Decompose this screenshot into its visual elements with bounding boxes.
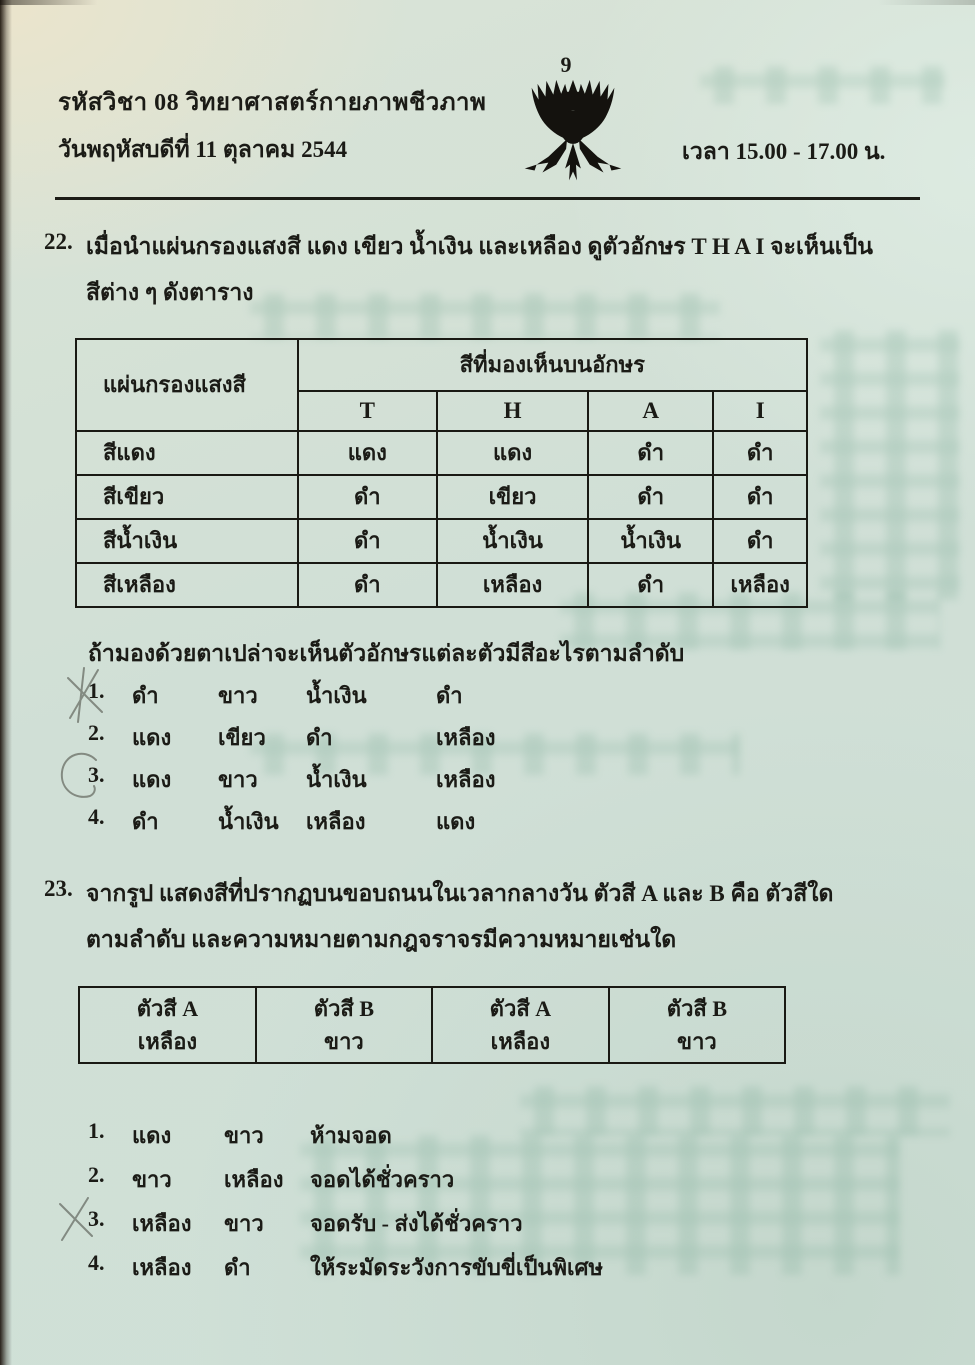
choice-number: 1. [88, 1118, 105, 1143]
cell-color: เหลือง [137, 1029, 198, 1054]
choice-number: 1. [88, 678, 105, 703]
choice-23-1 [88, 1118, 392, 1153]
cell-label: ตัวสี A [489, 996, 552, 1021]
letter-header-i: I [713, 391, 807, 431]
choice-23-3 [88, 1206, 523, 1241]
choice-color: แดง [436, 809, 476, 834]
seen-color: ดำ [298, 519, 437, 563]
choice-color: เหลือง [436, 767, 496, 792]
letter-header-t: T [298, 391, 437, 431]
choice-color: น้ำเงิน [306, 683, 367, 708]
choice-color: แดง [132, 725, 172, 750]
question-22-line1: เมื่อนำแผ่นกรองแสงสี แดง เขียว น้ำเงิน และเหลือง ดูตัวอักษร T H A I จะเห็นเป็น [86, 234, 873, 259]
seen-color: แดง [298, 431, 437, 475]
choice-color-b: ดำ [224, 1255, 251, 1280]
choice-color: เหลือง [436, 725, 496, 750]
cell-label: ตัวสี B [666, 996, 728, 1021]
table-cell-a1 [79, 987, 256, 1063]
question-23-line2: ตามลำดับ และความหมายตามกฎจราจรมีความหมายเช่นใด [86, 927, 677, 952]
choice-number: 4. [88, 1250, 105, 1275]
choice-color-a: ขาว [132, 1167, 172, 1192]
choice-color: ดำ [306, 725, 333, 750]
seen-color: ดำ [713, 431, 807, 475]
question-22-stem: ถ้ามองด้วยตาเปล่าจะเห็นตัวอักษรแต่ละตัวมีสีอะไรตามลำดับ [88, 641, 685, 666]
road-edge-color-table [78, 986, 786, 1064]
letter-header-a: A [588, 391, 713, 431]
choice-number: 2. [88, 1162, 105, 1187]
choice-color: น้ำเงิน [218, 809, 279, 834]
cell-color: ขาว [324, 1029, 364, 1054]
table-row [76, 475, 807, 519]
choice-22-2 [88, 720, 495, 755]
choice-number: 3. [88, 762, 105, 787]
table-row [76, 431, 807, 475]
garuda-emblem-icon [498, 74, 648, 204]
seen-color: เขียว [437, 475, 588, 519]
pencil-circle-mark [56, 748, 104, 802]
filter-name: สีเหลือง [76, 563, 298, 607]
filter-name: สีน้ำเงิน [76, 519, 298, 563]
filter-color-table [75, 338, 808, 608]
choice-color: ขาว [218, 767, 258, 792]
table-cell-b1 [256, 987, 432, 1063]
seen-color: ดำ [588, 563, 713, 607]
choice-color: เหลือง [306, 809, 366, 834]
table-row [76, 339, 807, 391]
table-row [79, 987, 785, 1063]
choice-color-b: เหลือง [224, 1167, 284, 1192]
ink-bleed-smudge [700, 66, 945, 104]
choice-color: ดำ [132, 683, 159, 708]
scan-edge-shadow-top [0, 0, 975, 5]
ink-bleed-smudge [820, 330, 960, 600]
question-23-line1: จากรูป แสดงสีที่ปรากฏบนขอบถนนในเวลากลางวัน ตัวสี A และ B คือ ตัวสีใด [86, 881, 834, 906]
choice-number: 4. [88, 804, 105, 829]
question-22-number: 22. [44, 229, 73, 254]
choice-meaning: จอดรับ - ส่งได้ชั่วคราว [310, 1211, 523, 1236]
filter-name: สีเขียว [76, 475, 298, 519]
seen-color: ดำ [298, 563, 437, 607]
table-cell-b2 [609, 987, 785, 1063]
choice-number: 2. [88, 720, 105, 745]
choice-color: น้ำเงิน [306, 767, 367, 792]
choice-color: แดง [132, 767, 172, 792]
header-divider [55, 197, 920, 200]
seen-color: ดำ [298, 475, 437, 519]
ink-bleed-smudge [250, 293, 720, 339]
table-row [76, 519, 807, 563]
choice-color: เขียว [218, 725, 266, 750]
seen-color: น้ำเงิน [588, 519, 713, 563]
pencil-x-mark [52, 1192, 98, 1244]
choice-color: ขาว [218, 683, 258, 708]
choice-meaning: ห้ามจอด [310, 1123, 392, 1148]
choice-color-b: ขาว [224, 1123, 264, 1148]
cell-color: เหลือง [490, 1029, 551, 1054]
choice-meaning: ให้ระมัดระวังการขับขี่เป็นพิเศษ [310, 1255, 603, 1280]
cell-label: ตัวสี A [136, 996, 199, 1021]
course-title: รหัสวิชา 08 วิทยาศาสตร์กายภาพชีวภาพ [58, 90, 487, 116]
cell-label: ตัวสี B [313, 996, 375, 1021]
choice-color-a: เหลือง [132, 1255, 192, 1280]
choice-color-a: แดง [132, 1123, 172, 1148]
choice-color-b: ขาว [224, 1211, 264, 1236]
table-cell-a2 [432, 987, 609, 1063]
seen-color: เหลือง [713, 563, 807, 607]
seen-color: น้ำเงิน [437, 519, 588, 563]
pencil-x-mark [58, 664, 110, 726]
page-number: 9 [560, 52, 572, 77]
choice-meaning: จอดได้ชั่วคราว [310, 1167, 455, 1192]
seen-color: ดำ [588, 475, 713, 519]
choice-22-1 [88, 678, 463, 713]
choice-22-3 [88, 762, 495, 797]
filter-name: สีแดง [76, 431, 298, 475]
table-header-group: สีที่มองเห็นบนอักษร [298, 339, 807, 391]
exam-date: วันพฤหัสบดีที่ 11 ตุลาคม 2544 [58, 137, 348, 162]
exam-time: เวลา 15.00 - 17.00 น. [682, 139, 886, 164]
question-23-number: 23. [44, 876, 73, 901]
question-22-line2: สีต่าง ๆ ดังตาราง [86, 280, 254, 305]
choice-23-4 [88, 1250, 603, 1285]
choice-number: 3. [88, 1206, 105, 1231]
seen-color: ดำ [588, 431, 713, 475]
table-header-filter: แผ่นกรองแสงสี [76, 339, 298, 431]
choice-color: ดำ [436, 683, 463, 708]
seen-color: แดง [437, 431, 588, 475]
seen-color: ดำ [713, 475, 807, 519]
choice-color: ดำ [132, 809, 159, 834]
table-row [76, 563, 807, 607]
ink-bleed-smudge [520, 1086, 950, 1136]
cell-color: ขาว [677, 1029, 717, 1054]
seen-color: เหลือง [437, 563, 588, 607]
seen-color: ดำ [713, 519, 807, 563]
choice-color-a: เหลือง [132, 1211, 192, 1236]
letter-header-h: H [437, 391, 588, 431]
choice-22-4 [88, 804, 475, 839]
choice-23-2 [88, 1162, 454, 1197]
scan-edge-shadow [0, 0, 12, 1365]
